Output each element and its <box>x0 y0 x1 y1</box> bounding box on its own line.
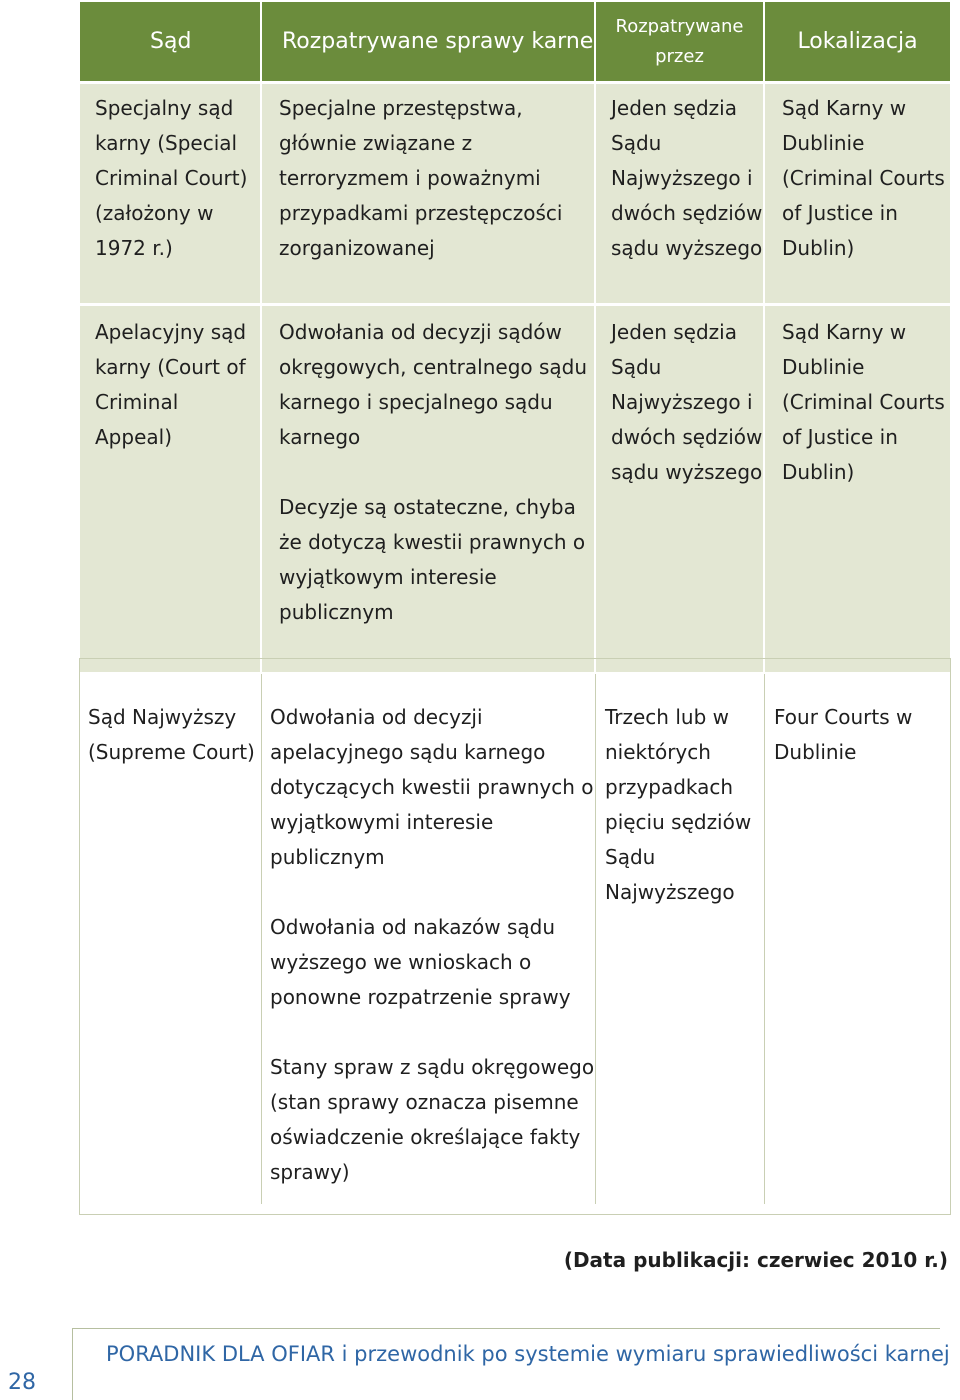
footer-divider-vertical <box>72 1328 73 1400</box>
cell-cases <box>262 674 596 1204</box>
cases-paragraph: Odwołania od decyzji apelacyjnego sądu karnego dotyczących kwestii prawnych o wyjątkowymi interesie publicznym <box>270 705 594 869</box>
cell-heard-by: Trzech lub w niektórych przypadkach pięciu sędziów Sądu Najwyższego <box>596 674 765 1204</box>
table-header-row <box>80 2 950 84</box>
cases-paragraph: Stany spraw z sądu okręgowego (stan sprawy oznacza pisemne oświadczenie określające fakty sprawy) <box>270 1055 595 1184</box>
cell-court: Specjalny sąd karny (Special Criminal Court) (założony w 1972 r.) <box>80 84 262 306</box>
cell-cases <box>262 84 596 306</box>
cell-location: Four Courts w Dublinie <box>765 674 950 1204</box>
cell-court: Apelacyjny sąd karny (Court of Criminal Appeal) <box>80 306 262 674</box>
header-cases: Rozpatrywane sprawy karne <box>262 2 596 84</box>
page-number: 28 <box>8 1370 36 1395</box>
cases-paragraph: Decyzje są ostateczne, chyba że dotyczą kwestii prawnych o wyjątkowym interesie publicznym <box>279 495 586 624</box>
cell-location: Sąd Karny w Dublinie (Criminal Courts of Justice in Dublin) <box>765 84 950 306</box>
cell-heard-by: Jeden sędzia Sądu Najwyższego i dwóch sędziów sądu wyższego <box>596 84 765 306</box>
cell-heard-by: Jeden sędzia Sądu Najwyższego i dwóch sędziów sądu wyższego <box>596 306 765 674</box>
table-row <box>80 306 950 674</box>
table-row <box>80 84 950 306</box>
header-heard-by: Rozpatrywane przez <box>596 2 765 84</box>
courts-table <box>80 2 950 1204</box>
cell-location: Sąd Karny w Dublinie (Criminal Courts of Justice in Dublin) <box>765 306 950 674</box>
cell-cases <box>262 306 596 674</box>
footer-title-caps: PORADNIK DLA OFIAR <box>106 1342 335 1366</box>
footer-title-rest: i przewodnik po systemie wymiaru sprawiedliwości karnej <box>334 1342 950 1366</box>
publication-date: (Data publikacji: czerwiec 2010 r.) <box>563 1248 948 1272</box>
cell-court: Sąd Najwyższy (Supreme Court) <box>80 674 262 1204</box>
cases-paragraph: Specjalne przestępstwa, głównie związane z terroryzmem i poważnymi przypadkami przestępczości zorganizowanej <box>279 96 563 260</box>
footer-divider <box>72 1328 940 1329</box>
table-row <box>80 674 950 1204</box>
cases-paragraph: Odwołania od decyzji sądów okręgowych, centralnego sądu karnego i specjalnego sądu karnego <box>279 320 588 449</box>
cases-paragraph: Odwołania od nakazów sądu wyższego we wnioskach o ponowne rozpatrzenie sprawy <box>270 915 571 1009</box>
header-court: Sąd <box>80 2 262 84</box>
header-location: Lokalizacja <box>765 2 950 84</box>
footer-title <box>106 1342 950 1366</box>
